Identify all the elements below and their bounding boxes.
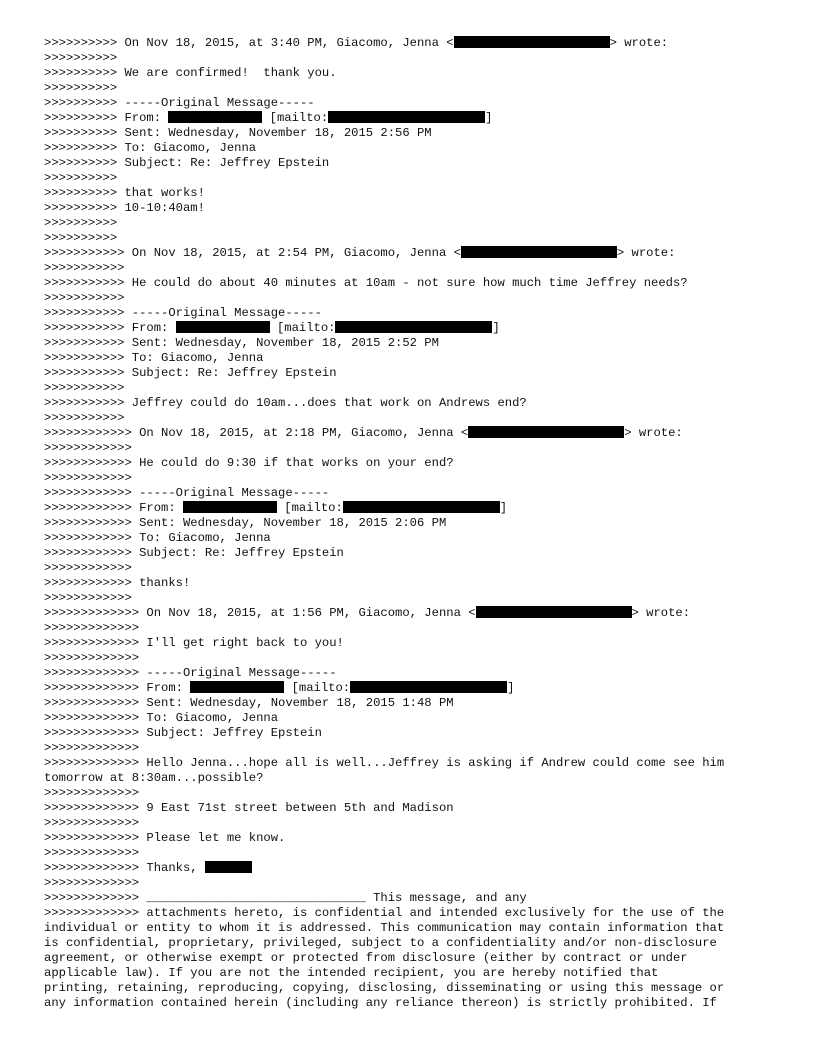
quote-line: >>>>>>>>>>>> (44, 471, 132, 485)
body-line: >>>>>>>>>>> Jeffrey could do 10am...does that work on Andrews end? (44, 396, 527, 410)
redaction-bar (328, 111, 485, 123)
header-line-1418 (44, 426, 774, 441)
text: > wrote: (616, 246, 676, 260)
text: ] (485, 111, 493, 125)
quote-line: >>>>>>>>>>> (44, 291, 125, 305)
disclaimer-line: >>>>>>>>>>>>> ______________________________ This message, and any (44, 891, 527, 905)
original-message-divider: >>>>>>>>>>> -----Original Message----- (44, 306, 322, 320)
quote-line: >>>>>>>>>>>> (44, 591, 132, 605)
disclaimer-line: agreement, or otherwise exempt or protected from disclosure (either by contract or under (44, 951, 688, 965)
redaction-bar (205, 861, 252, 873)
quote-line: >>>>>>>>>> (44, 171, 118, 185)
sent-line: >>>>>>>>>>>> Sent: Wednesday, November 18, 2015 2:06 PM (44, 516, 447, 530)
quote-line: >>>>>>>>>>>>> (44, 876, 140, 890)
to-line: >>>>>>>>>> To: Giacomo, Jenna (44, 141, 257, 155)
original-message-divider: >>>>>>>>>> -----Original Message----- (44, 96, 315, 110)
redaction-bar (335, 321, 492, 333)
quote-line: >>>>>>>>>> (44, 51, 118, 65)
original-message-divider: >>>>>>>>>>>>> -----Original Message----- (44, 666, 337, 680)
subject-line: >>>>>>>>>>>>> Subject: Jeffrey Epstein (44, 726, 322, 740)
text: ] (499, 501, 508, 515)
text: >>>>>>>>>>>> From: (44, 501, 183, 515)
quote-line: >>>>>>>>>> (44, 231, 118, 245)
body-line: >>>>>>>>>>>> He could do 9:30 if that works on your end? (44, 456, 454, 470)
to-line: >>>>>>>>>>> To: Giacomo, Jenna (44, 351, 264, 365)
text: > wrote: (631, 606, 691, 620)
redaction-bar (168, 111, 262, 123)
redaction-bar (183, 501, 277, 513)
redaction-bar (461, 246, 617, 258)
text: ] (507, 681, 515, 695)
redaction-bar (343, 501, 500, 513)
quote-line: >>>>>>>>>> (44, 216, 118, 230)
text: > wrote: (624, 426, 683, 440)
address-line: >>>>>>>>>>>>> 9 East 71st street between 5th and Madison (44, 801, 454, 815)
quote-line: >>>>>>>>>>>> (44, 441, 132, 455)
text: >>>>>>>>>>>> On Nov 18, 2015, at 2:18 PM, Giacomo, Jenna < (44, 426, 469, 440)
from-line (44, 501, 774, 516)
redaction-bar (176, 321, 270, 333)
redaction-bar (476, 606, 632, 618)
text: [mailto: (276, 501, 343, 515)
header-line-1454 (44, 246, 774, 261)
quote-line: >>>>>>>>>>> (44, 381, 125, 395)
redaction-bar (190, 681, 284, 693)
text: >>>>>>>>>> On Nov 18, 2015, at 3:40 PM, Giacomo, Jenna < (44, 36, 454, 50)
text: [mailto: (262, 111, 329, 125)
text: >>>>>>>>>>>>> On Nov 18, 2015, at 1:56 PM, Giacomo, Jenna < (44, 606, 476, 620)
signoff-line (44, 861, 774, 876)
body-line: >>>>>>>>>>>>> Hello Jenna...hope all is well...Jeffrey is asking if Andrew could come see him (44, 756, 725, 770)
from-line (44, 681, 774, 696)
original-message-divider: >>>>>>>>>>>> -----Original Message----- (44, 486, 330, 500)
disclaimer-line: any information contained herein (including any reliance thereon) is strictly prohibited. If (44, 996, 717, 1010)
sent-line: >>>>>>>>>>>>> Sent: Wednesday, November 18, 2015 1:48 PM (44, 696, 454, 710)
body-line: >>>>>>>>>> that works! (44, 186, 205, 200)
text: [mailto: (269, 321, 336, 335)
quote-line: >>>>>>>>>>>>> (44, 786, 140, 800)
body-line: >>>>>>>>>>>>> Please let me know. (44, 831, 286, 845)
body-line: >>>>>>>>>>>> thanks! (44, 576, 191, 590)
text: >>>>>>>>>>> From: (44, 321, 176, 335)
quote-line: >>>>>>>>>>> (44, 261, 125, 275)
redaction-bar (454, 36, 610, 48)
disclaimer-line: is confidential, proprietary, privileged, subject to a confidentiality and/or non-disclosure (44, 936, 717, 950)
body-line: >>>>>>>>>> We are confirmed! thank you. (44, 66, 337, 80)
text: >>>>>>>>>>>>> From: (44, 681, 191, 695)
text: [mailto: (284, 681, 351, 695)
quote-line: >>>>>>>>>>>>> (44, 621, 140, 635)
from-line (44, 321, 774, 336)
subject-line: >>>>>>>>>>>> Subject: Re: Jeffrey Epstein (44, 546, 344, 560)
quote-line: >>>>>>>>>>>>> (44, 846, 140, 860)
sent-line: >>>>>>>>>> Sent: Wednesday, November 18, 2015 2:56 PM (44, 126, 432, 140)
quote-line: >>>>>>>>>>>>> (44, 816, 140, 830)
quote-line: >>>>>>>>>> (44, 81, 118, 95)
subject-line: >>>>>>>>>> Subject: Re: Jeffrey Epstein (44, 156, 330, 170)
quote-line: >>>>>>>>>>>> (44, 561, 132, 575)
header-line-1540 (44, 36, 774, 51)
redaction-bar (350, 681, 507, 693)
text: >>>>>>>>>> From: (44, 111, 169, 125)
body-line: >>>>>>>>>>> He could do about 40 minutes at 10am - not sure how much time Jeffrey needs? (44, 276, 688, 290)
header-line-1356 (44, 606, 774, 621)
body-line: >>>>>>>>>> 10-10:40am! (44, 201, 205, 215)
disclaimer-line: printing, retaining, reproducing, copying, disclosing, disseminating or using this message or (44, 981, 725, 995)
text: >>>>>>>>>>>>> Thanks, (44, 861, 205, 875)
disclaimer-line: >>>>>>>>>>>>> attachments hereto, is confidential and intended exclusively for the use of the (44, 906, 725, 920)
sent-line: >>>>>>>>>>> Sent: Wednesday, November 18, 2015 2:52 PM (44, 336, 439, 350)
quote-line: >>>>>>>>>>>>> (44, 651, 140, 665)
subject-line: >>>>>>>>>>> Subject: Re: Jeffrey Epstein (44, 366, 337, 380)
quote-line: >>>>>>>>>>>>> (44, 741, 140, 755)
redaction-bar (468, 426, 624, 438)
to-line: >>>>>>>>>>>>> To: Giacomo, Jenna (44, 711, 279, 725)
to-line: >>>>>>>>>>>> To: Giacomo, Jenna (44, 531, 271, 545)
text: > wrote: (609, 36, 669, 50)
disclaimer-line: applicable law). If you are not the intended recipient, you are hereby notified that (44, 966, 659, 980)
disclaimer-line: individual or entity to whom it is addressed. This communication may contain information that (44, 921, 725, 935)
text: >>>>>>>>>>> On Nov 18, 2015, at 2:54 PM, Giacomo, Jenna < (44, 246, 461, 260)
from-line (44, 111, 774, 126)
quote-line: >>>>>>>>>>> (44, 411, 125, 425)
body-line: tomorrow at 8:30am...possible? (44, 771, 264, 785)
text: ] (492, 321, 500, 335)
body-line: >>>>>>>>>>>>> I'll get right back to you! (44, 636, 344, 650)
email-thread (44, 36, 774, 1011)
